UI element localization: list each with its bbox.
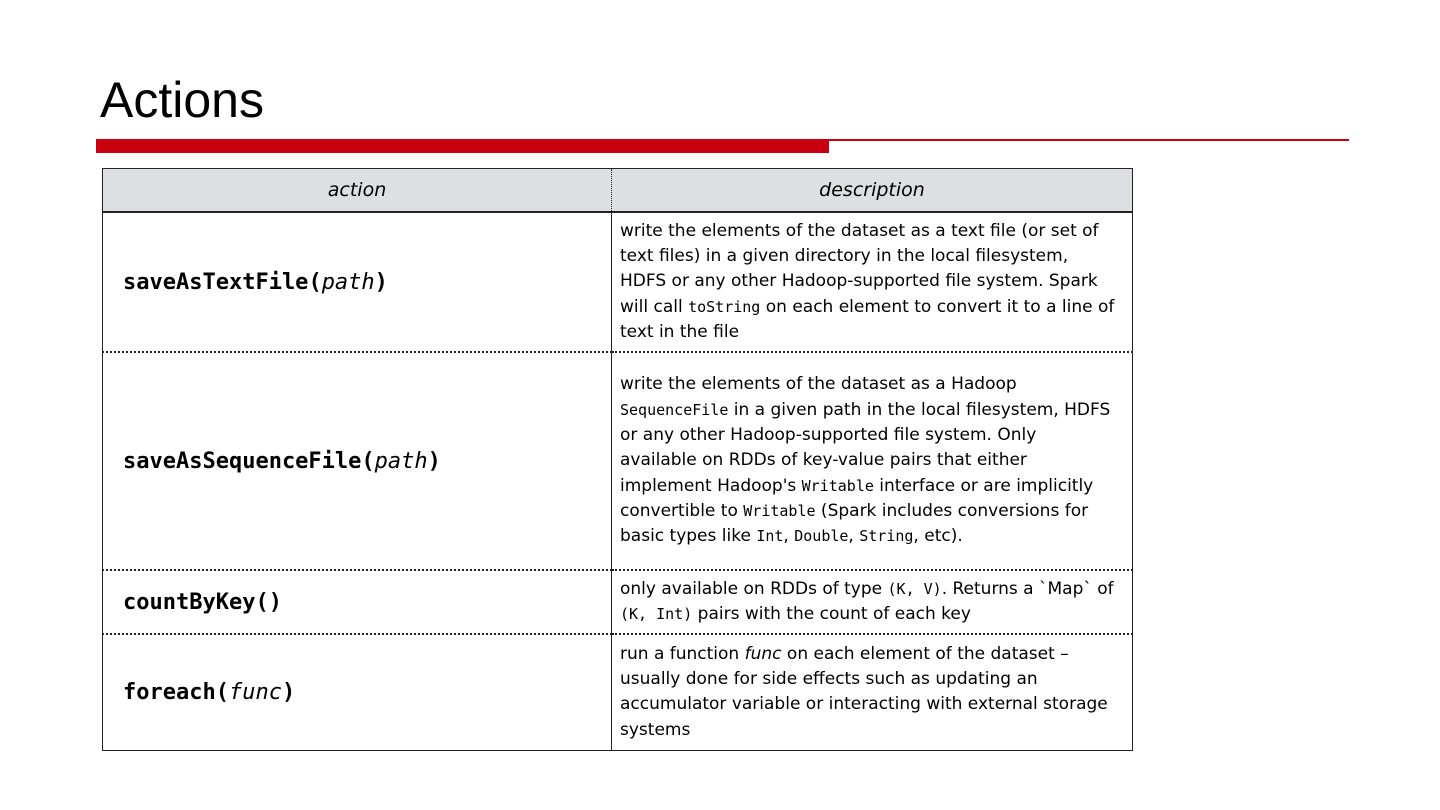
title-underline-thin bbox=[829, 139, 1349, 141]
desc-code: (K, Int) bbox=[620, 605, 693, 623]
desc-text: in a given path in the local filesystem, HDFS or any other Hadoop-supported file system. Only available on RDDs of key-value pairs that either implement Hadoop's bbox=[620, 399, 1111, 496]
desc-text: , etc). bbox=[913, 526, 963, 547]
desc-text: , bbox=[848, 526, 860, 547]
header-action: action bbox=[103, 169, 612, 213]
action-param: func bbox=[228, 679, 282, 705]
action-paren-close: ) bbox=[427, 448, 441, 474]
action-cell bbox=[103, 634, 612, 750]
action-name: saveAsSequenceFile bbox=[123, 448, 362, 474]
desc-code: (K, V) bbox=[887, 579, 942, 598]
desc-code: Int bbox=[756, 527, 784, 546]
desc-code: Writable bbox=[743, 501, 816, 520]
desc-emphasis: func bbox=[744, 643, 782, 664]
header-description: description bbox=[612, 169, 1133, 213]
desc-text: write the elements of the dataset as a Hadoop bbox=[620, 374, 1017, 395]
action-param: path bbox=[374, 448, 428, 474]
desc-text: interface or are implicitly convertible to bbox=[620, 475, 1094, 521]
desc-text: on each element to convert it to a line of text in the file bbox=[620, 296, 1115, 342]
action-paren-open: ( bbox=[308, 269, 322, 295]
desc-text: . Returns a `Map` of bbox=[941, 578, 1114, 599]
desc-code: SequenceFile bbox=[620, 400, 729, 419]
header-row bbox=[103, 169, 1133, 213]
action-paren-close: ) bbox=[268, 589, 282, 615]
desc-text: write the elements of the dataset as a text file (or set of text files) in a given directory in the local filesystem, HDFS or any other Hadoop-supported file system. Spark will call bbox=[620, 220, 1099, 317]
table-row bbox=[103, 634, 1133, 750]
desc-text: pairs with the count of each key bbox=[692, 604, 971, 624]
action-paren-close: ) bbox=[374, 269, 388, 295]
action-paren-open: ( bbox=[361, 448, 375, 474]
description-cell bbox=[612, 212, 1133, 352]
desc-text: on each element of the dataset – usually done for side effects such as updating an accumulator variable or interacting with external storage systems bbox=[620, 643, 1108, 740]
desc-code: toString bbox=[688, 297, 761, 316]
description-cell bbox=[612, 570, 1133, 634]
desc-text: (Spark includes conversions for basic types like bbox=[620, 500, 1089, 547]
action-name: saveAsTextFile bbox=[123, 269, 309, 295]
desc-text: only available on RDDs of type bbox=[620, 578, 888, 599]
desc-code: Writable bbox=[801, 476, 874, 495]
action-name: foreach bbox=[123, 679, 216, 705]
action-paren-close: ) bbox=[281, 679, 296, 705]
action-cell bbox=[103, 212, 612, 352]
table-header bbox=[103, 169, 1133, 213]
table-row bbox=[103, 212, 1133, 352]
table-row bbox=[103, 570, 1133, 634]
description-cell bbox=[612, 634, 1133, 750]
desc-text: run a function bbox=[620, 643, 745, 664]
title-underline-thick bbox=[96, 139, 829, 153]
desc-code: String bbox=[859, 527, 914, 546]
slide-title: Actions bbox=[100, 72, 264, 128]
table-body bbox=[103, 212, 1133, 750]
table-row bbox=[103, 352, 1133, 570]
desc-text: , bbox=[783, 526, 795, 547]
action-paren-open: ( bbox=[255, 589, 269, 615]
action-cell bbox=[103, 352, 612, 570]
action-cell bbox=[103, 570, 612, 634]
description-cell bbox=[612, 352, 1133, 570]
action-name: countByKey bbox=[123, 589, 256, 615]
action-paren-open: ( bbox=[215, 679, 229, 705]
action-param: path bbox=[321, 269, 375, 295]
actions-table bbox=[102, 168, 1133, 751]
desc-code: Double bbox=[794, 527, 849, 546]
